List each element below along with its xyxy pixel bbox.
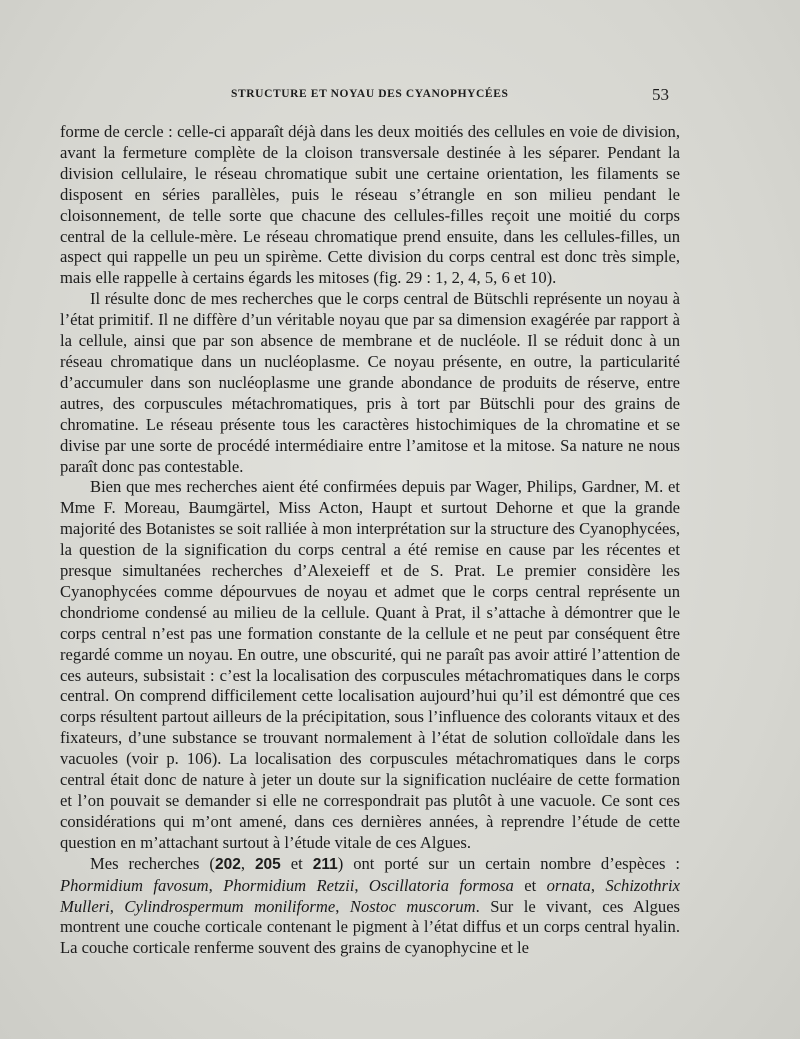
text-run: , bbox=[590, 875, 606, 895]
text-run: , bbox=[240, 853, 255, 873]
text-run: , bbox=[335, 896, 350, 916]
text-run: , bbox=[208, 875, 224, 895]
species-name: Phormidium favosum bbox=[60, 875, 209, 895]
species-name: Cylindrospermum moniliforme bbox=[124, 896, 336, 916]
paragraph-4 bbox=[60, 854, 680, 960]
page-header bbox=[0, 85, 800, 108]
text-run: et bbox=[513, 875, 547, 895]
text-run: ) ont porté sur un certain nombre d’espèces : bbox=[337, 853, 680, 873]
text-run: , bbox=[109, 896, 125, 916]
text-run: . Sur le vivant, ces Algues montrent une couche corticale contenant le pigment à l’état diffus et un corps central hyalin. La couche corticale renferme souvent des grains de cyanophycine et le bbox=[60, 896, 681, 958]
species-name: Schizothrix Mulleri bbox=[60, 875, 681, 916]
species-name: ornata bbox=[546, 875, 591, 895]
paragraph-1: forme de cercle : celle-ci apparaît déjà dans les deux moitiés des cellules en voie de division, avant la fermeture complète de la cloison transversale destinée à les séparer. Pendant la division cellulaire, le réseau chromatique subit une certaine orientation, les filaments se disposent en séries parallèles, puis le réseau s’étrangle en son milieu pendant le cloisonnement, de telle sorte que chacune des cellules-filles reçoit une moitié du corps central de la cellule-mère. Le réseau chromatique prend ensuite, dans les cellules-filles, un aspect qui rappelle un peu un spirème. Cette division du corps central est donc très simple, mais elle rappelle à certains égards les mitoses (fig. 29 : 1, 2, 4, 5, 6 et 10). bbox=[60, 122, 680, 288]
species-name: Oscillatoria formosa bbox=[368, 875, 514, 895]
bibliography-ref: 202 bbox=[214, 855, 241, 873]
paragraph-2: Il résulte donc de mes recherches que le corps central de Bütschli représente un noyau à l’état primitif. Il ne diffère d’un véritable noyau que par sa dimension exagérée par rapport à la cellule, ainsi que par son absence de membrane et de nucléole. Il se réduit donc à un réseau chromatique dans un nucléoplasme. Ce noyau présente, en outre, la particularité d’accumuler dans son nucléoplasme une grande abondance de produits de réserve, entre autres, des corpuscules métachromatiques, pris à tort par Bütschli pour des grains de chromatine. Le réseau présente tous les caractères histochimiques de la chromatine et se divise par une sorte de procédé intermédiaire entre l’amitose et la mitose. Sa nature ne nous paraît donc pas contestable. bbox=[60, 289, 680, 476]
species-name: Nostoc muscorum bbox=[349, 896, 476, 916]
page-number: 53 bbox=[652, 85, 669, 104]
running-head: STRUCTURE ET NOYAU DES CYANOPHYCÉES bbox=[231, 88, 509, 100]
body-text bbox=[60, 122, 680, 959]
bibliography-ref: 211 bbox=[312, 855, 338, 873]
bibliography-ref: 205 bbox=[254, 855, 281, 873]
text-run: , bbox=[354, 875, 369, 895]
text-run: et bbox=[280, 853, 313, 873]
species-name: Phormidium Retzii bbox=[223, 875, 355, 895]
text-run: Mes recherches ( bbox=[90, 853, 215, 873]
paragraph-3: Bien que mes recherches aient été confirmées depuis par Wager, Philips, Gardner, M. et Mme F. Moreau, Baumgärtel, Miss Acton, Haupt et surtout Dehorne et que la grande majorité des Botanistes se soit ralliée à mon interprétation sur la structure des Cyanophycées, la question de la signification du corps central a été remise en cause par les récentes et presque simultanées recherches d’Alexeieff et de S. Prat. Le premier considère les Cyanophycées comme dépourvues de noyau et admet que le corps central représente un chondriome condensé au milieu de la cellule. Quant à Prat, il s’attache à démontrer que le corps central n’est pas une formation constante de la cellule et ne peut par conséquent être regardé comme un noyau. En outre, une obscurité, qui ne paraît pas avoir attiré l’attention de ces auteurs, subsistait : c’est la localisation des corpuscules métachromatiques dans le corps central. On comprend difficilement cette localisation aujourd’hui qu’il est démontré que ces corps résultent partout ailleurs de la précipitation, sous l’influence des colorants vitaux et des fixateurs, d’une substance se trouvant normalement à l’état de solution colloïdale dans les vacuoles (voir p. 106). La localisation des corpuscules métachromatiques dans le corps central était donc de nature à jeter un doute sur la signification nucléaire de cette formation et l’on pouvait se demander si elle ne correspondrait pas plutôt à une vacuole. Ce sont ces considérations qui m’ont amené, dans ces dernières années, à reprendre l’étude de cette question en m’attachant surtout à l’étude vitale de ces Algues. bbox=[60, 477, 680, 852]
